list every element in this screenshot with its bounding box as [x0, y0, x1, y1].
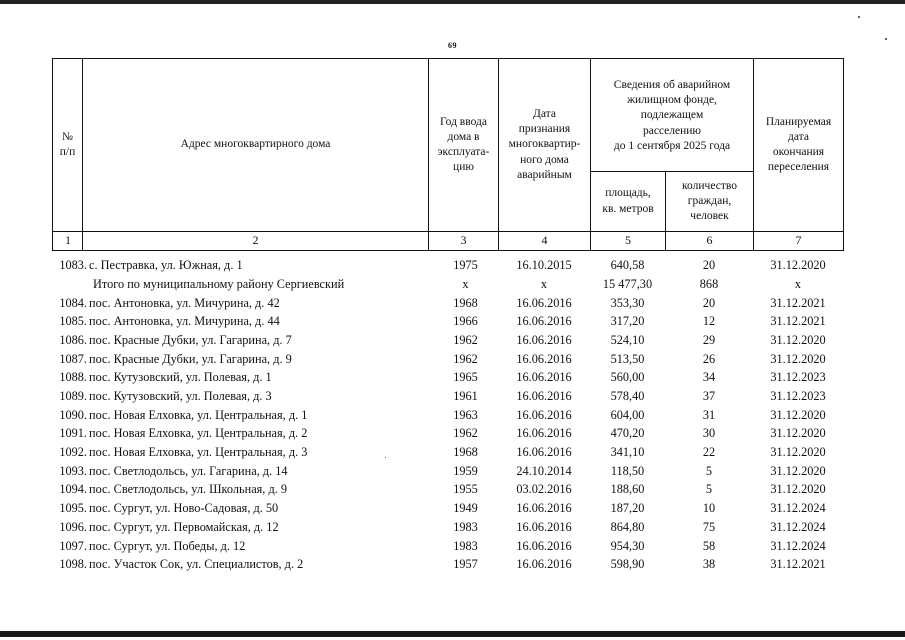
row-address: пос. Сургут, ул. Ново-Садовая, д. 50 [89, 501, 279, 516]
row-year: 1959 [453, 463, 478, 478]
row-emergency-date: 16.06.2016 [516, 370, 572, 385]
row-year: 1949 [453, 501, 478, 516]
row-year: х [462, 276, 469, 291]
row-area: 353,30 [610, 295, 645, 310]
row-number: 1084. [59, 295, 87, 310]
row-year: 1965 [453, 370, 478, 385]
row-address: пос. Красные Дубки, ул. Гагарина, д. 7 [89, 332, 292, 347]
table-body [52, 256, 843, 574]
row-emergency-date: 16.06.2016 [516, 332, 572, 347]
row-number: 1092. [59, 445, 87, 460]
row-year: 1957 [453, 557, 478, 572]
row-plan-date: 31.12.2020 [770, 482, 826, 497]
row-year: 1968 [453, 445, 478, 460]
table-row [52, 443, 843, 462]
scan-speck [885, 38, 887, 40]
row-address: пос. Кутузовский, ул. Полевая, д. 3 [89, 389, 272, 403]
column-number: 1 [53, 232, 83, 251]
row-area: 560,00 [610, 370, 645, 385]
row-number: 1095. [59, 501, 87, 516]
row-number: 1083. [59, 258, 87, 273]
row-plan-date: 31.12.2024 [770, 501, 826, 516]
column-number: 5 [591, 232, 666, 251]
header-no: № п/п [53, 59, 83, 232]
row-address: пос. Новая Елховка, ул. Центральная, д. 2 [89, 426, 308, 441]
row-citizens: 22 [702, 445, 716, 460]
row-address: пос. Сургут, ул. Победы, д. 12 [89, 538, 246, 553]
table-row [52, 368, 843, 387]
row-address: пос. Новая Елховка, ул. Центральная, д. 1 [89, 407, 308, 422]
row-year: 1962 [453, 426, 478, 441]
row-emergency-date: 16.06.2016 [516, 557, 572, 572]
row-citizens: 20 [702, 258, 716, 273]
row-emergency-date: 24.10.2014 [516, 463, 572, 478]
row-emergency-date: 03.02.2016 [516, 482, 572, 497]
table-row [52, 387, 843, 406]
row-emergency-date: х [540, 276, 548, 291]
row-address: пос. Участок Сок, ул. Специалистов, д. 2 [89, 557, 304, 572]
row-year: 1966 [453, 314, 478, 329]
row-plan-date: 31.12.2020 [770, 258, 826, 273]
row-address: пос. Красные Дубки, ул. Гагарина, д. 9 [89, 351, 292, 366]
row-number: 1093. [59, 463, 87, 478]
row-year: 1983 [453, 519, 478, 534]
row-area: 317,20 [610, 314, 645, 329]
row-address: пос. Светлодольсь, ул. Школьная, д. 9 [89, 482, 288, 497]
table-row [52, 518, 843, 537]
row-citizens: 12 [702, 314, 716, 329]
row-area: 15 477,30 [602, 276, 653, 291]
table-row [52, 480, 843, 499]
scan-speck [858, 16, 860, 18]
row-emergency-date: 16.06.2016 [516, 314, 572, 329]
header-emergency-fund: Сведения об аварийном жилищном фонде, подлежащем расселению до 1 сентября 2025 года [591, 59, 754, 172]
row-emergency-date: 16.06.2016 [516, 538, 572, 553]
table-row [52, 293, 843, 312]
row-area: 604,00 [610, 407, 645, 422]
row-year: 1983 [453, 538, 478, 553]
row-number: 1089. [59, 389, 87, 403]
header-citizens: количество граждан, человек [666, 172, 754, 232]
row-plan-date: 31.12.2020 [770, 463, 826, 478]
row-address: пос. Антоновка, ул. Мичурина, д. 42 [89, 295, 280, 310]
row-plan-date: 31.12.2021 [770, 314, 826, 329]
row-area: 954,30 [610, 538, 645, 553]
row-number: 1096. [59, 519, 87, 534]
table-row [52, 536, 843, 555]
table-row [52, 462, 843, 481]
row-emergency-date: 16.06.2016 [516, 389, 572, 403]
header-area: площадь, кв. метров [591, 172, 666, 232]
row-citizens: 5 [705, 482, 713, 497]
row-number: 1086. [59, 332, 87, 347]
row-area: 640,58 [610, 258, 645, 273]
row-citizens: 868 [699, 276, 719, 291]
row-plan-date: 31.12.2024 [770, 538, 826, 553]
row-year: 1962 [453, 332, 478, 347]
row-emergency-date: 16.06.2016 [516, 519, 572, 534]
row-number: 1097. [59, 538, 87, 553]
row-address: пос. Антоновка, ул. Мичурина, д. 44 [89, 314, 280, 329]
row-area: 187,20 [610, 501, 645, 516]
header-date: Дата признания многоквартир- ного дома аварийным [499, 59, 591, 232]
row-emergency-date: 16.06.2016 [516, 351, 572, 366]
row-plan-date: 31.12.2020 [770, 445, 826, 460]
row-number: 1090. [59, 407, 87, 422]
row-area: 188,60 [610, 482, 645, 497]
column-number: 4 [499, 232, 591, 251]
row-plan-date: 31.12.2020 [770, 426, 826, 441]
row-number: 1085. [59, 314, 87, 329]
row-year: 1968 [453, 295, 478, 310]
row-emergency-date: 16.06.2016 [516, 407, 572, 422]
row-plan-date: 31.12.2023 [770, 370, 826, 385]
column-number: 7 [754, 232, 844, 251]
row-citizens: 75 [702, 519, 716, 534]
table-row [52, 406, 843, 425]
row-area: 578,40 [610, 389, 645, 403]
row-number: 1087. [59, 351, 87, 366]
row-emergency-date: 16.06.2016 [516, 295, 572, 310]
scan-edge-bottom [0, 631, 905, 637]
row-address: Итого по муниципальному району Сергиевский [93, 276, 345, 291]
row-emergency-date: 16.06.2016 [516, 501, 572, 516]
row-citizens: 10 [702, 501, 716, 516]
header-year: Год ввода дома в эксплуата- цию [429, 59, 499, 232]
row-area: 513,50 [610, 351, 645, 366]
row-citizens: 34 [702, 370, 716, 385]
row-year: 1962 [453, 351, 478, 366]
column-number: 3 [429, 232, 499, 251]
table-row [52, 424, 843, 443]
row-number: 1088. [59, 370, 87, 385]
row-citizens: 20 [702, 295, 716, 310]
row-citizens: 5 [705, 463, 713, 478]
row-address: пос. Светлодольсь, ул. Гагарина, д. 14 [89, 463, 288, 478]
row-emergency-date: 16.06.2016 [516, 426, 572, 441]
row-plan-date: 31.12.2023 [770, 389, 826, 403]
row-citizens: 37 [702, 389, 716, 403]
scan-edge-top [0, 0, 905, 4]
row-plan-date: 31.12.2020 [770, 351, 826, 366]
row-area: 470,20 [610, 426, 645, 441]
table-row [52, 256, 843, 275]
row-citizens: 38 [702, 557, 716, 572]
row-address: пос. Сургут, ул. Первомайская, д. 12 [89, 519, 279, 534]
row-address: пос. Новая Елховка, ул. Центральная, д. 3 [89, 445, 308, 460]
table-row [52, 312, 843, 331]
page-number: 69 [448, 41, 457, 50]
table-row [52, 499, 843, 518]
row-year: 1963 [453, 407, 478, 422]
column-number: 2 [83, 232, 429, 251]
row-plan-date: 31.12.2020 [770, 407, 826, 422]
row-plan-date: х [794, 276, 802, 291]
row-year: 1975 [453, 258, 478, 273]
row-area: 341,10 [610, 445, 645, 460]
row-area: 524,10 [610, 332, 645, 347]
row-plan-date: 31.12.2021 [770, 557, 826, 572]
row-emergency-date: 16.10.2015 [516, 258, 572, 273]
row-plan-date: 31.12.2020 [770, 332, 826, 347]
row-number: 1094. [59, 482, 87, 497]
table-row [52, 555, 843, 574]
row-address: пос. Кутузовский, ул. Полевая, д. 1 [89, 370, 272, 385]
row-citizens: 29 [702, 332, 716, 347]
table-header [52, 58, 844, 251]
row-citizens: 26 [702, 351, 716, 366]
column-number: 6 [666, 232, 754, 251]
row-citizens: 30 [702, 426, 716, 441]
header-plan-date: Планируемая дата окончания переселения [754, 59, 844, 232]
row-plan-date: 31.12.2024 [770, 519, 826, 534]
row-year: 1961 [453, 389, 478, 403]
table-row [52, 331, 843, 350]
row-citizens: 31 [702, 407, 716, 422]
row-area: 864,80 [610, 519, 645, 534]
row-area: 598,90 [610, 557, 645, 572]
row-year: 1955 [453, 482, 478, 497]
row-number: 1091. [59, 426, 87, 441]
row-emergency-date: 16.06.2016 [516, 445, 572, 460]
header-address: Адрес многоквартирного дома [83, 59, 429, 232]
row-address: с. Пестравка, ул. Южная, д. 1 [89, 258, 243, 273]
row-plan-date: 31.12.2021 [770, 295, 826, 310]
table-row-total [52, 275, 843, 294]
table-row [52, 349, 843, 368]
row-number: 1098. [59, 557, 87, 572]
row-citizens: 58 [702, 538, 716, 553]
row-area: 118,50 [610, 463, 645, 478]
